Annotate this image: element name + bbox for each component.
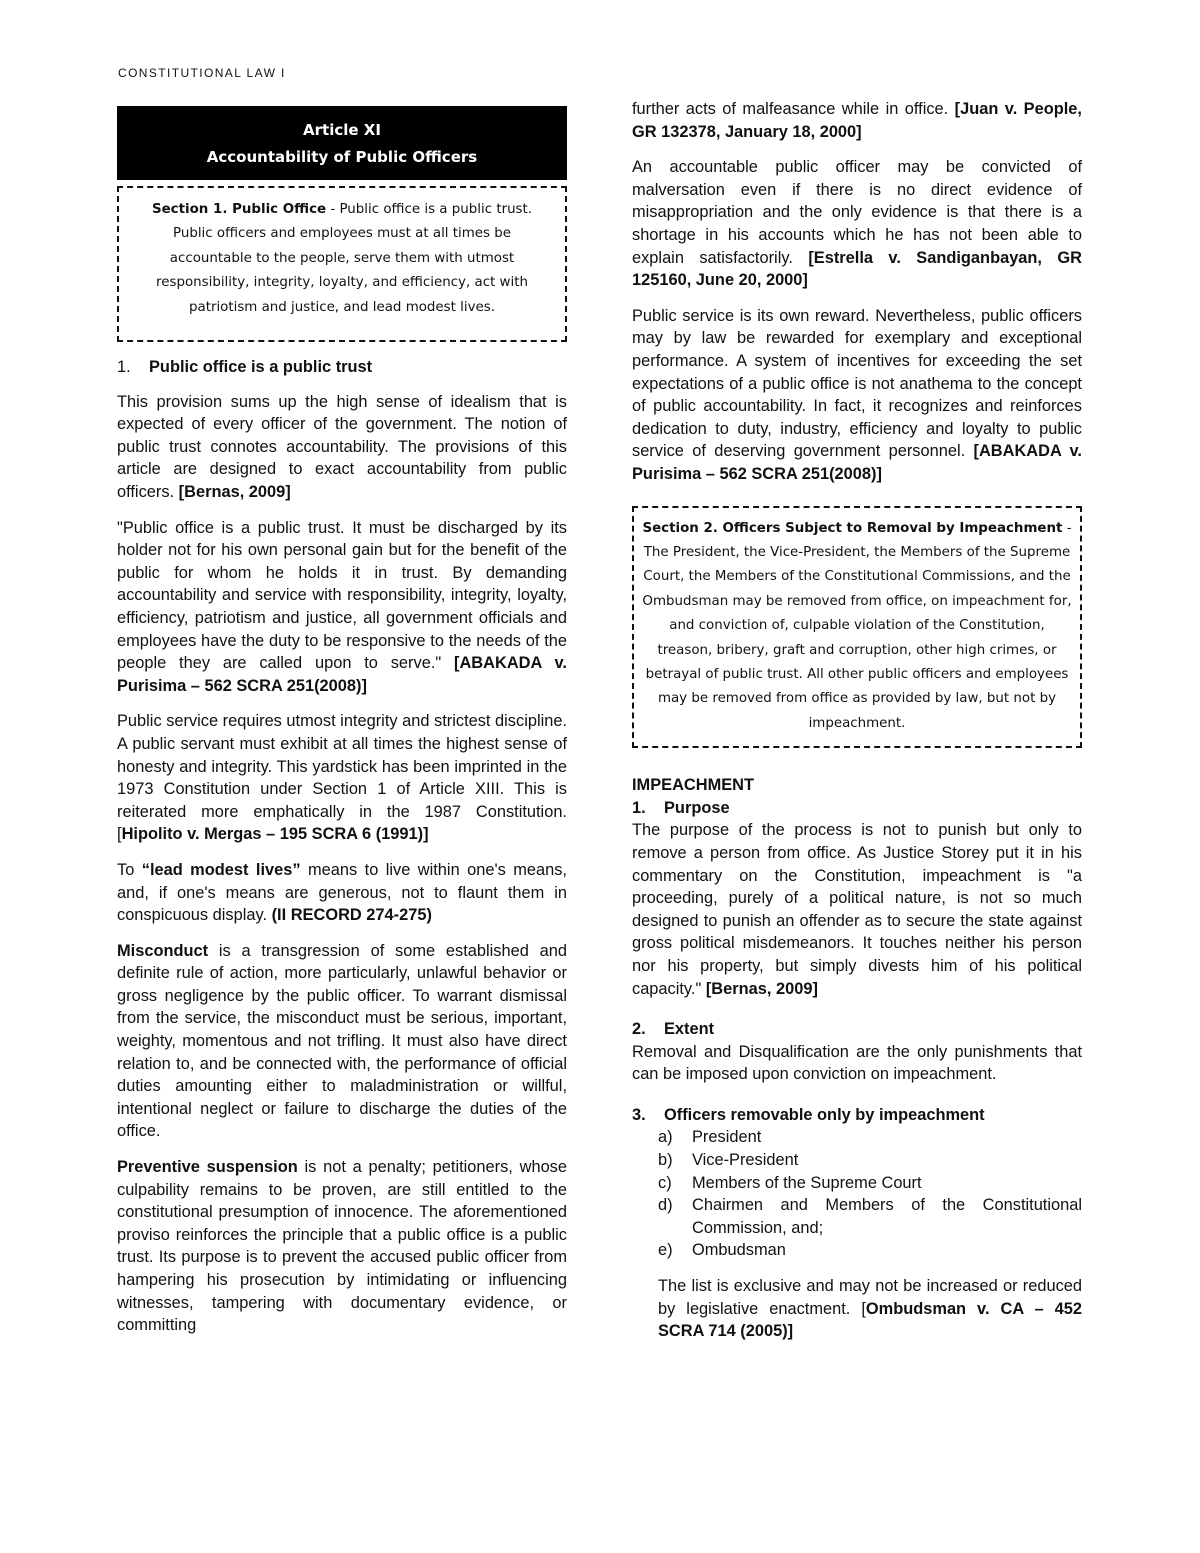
heading-text: Officers removable only by impeachment [664,1105,985,1124]
paragraph-text: means to live within one's means, and, if one's means are generous, not to flaunt them in conspicuous display. [117,860,567,925]
paragraph-text: The list is exclusive and may not be increased or reduced by legislative enactment. [ [658,1277,1082,1318]
citation: Ombudsman v. CA – 452 SCRA 714 (2005)] [658,1299,1082,1341]
officers-heading [632,1104,1082,1127]
defined-term: Misconduct [117,941,209,960]
list-letter: c) [658,1173,672,1192]
paragraph-text: Public service is its own reward. Nevertheless, public officers may by law be rewarded for exemplary and exceptional performance. A system of incentives for exceeding the set expectations of a public office is not anathema to the concept of public accountability. In fact, it recognizes and reinforces dedication to duty, industry, efficiency and loyalty to public service of deserving government personnel. [632,306,1082,461]
list-letter: a) [658,1128,673,1147]
heading-number: 1. [117,358,131,377]
heading-number: 1. [632,798,646,817]
heading-number: 2. [632,1020,646,1039]
defined-term: “lead modest lives” [141,860,301,879]
paragraph-text: To [117,860,142,879]
section-2-box [632,506,1082,749]
officers-note [658,1275,1082,1343]
article-title-box [117,106,567,180]
list-item-text: Ombudsman [692,1241,786,1260]
list-item-text: Vice-President [692,1151,799,1170]
paragraph-public-trust-quote [117,517,567,698]
paragraph-text: is a transgression of some established and definite rule of action, more particularly, unlawful behavior or gross negligence by the public officer. To warrant dismissal from the service, the misconduct must be serious, important, weighty, momentous and not trifling. It must also have direct relation to, and be connected with, the performance of official duties amounting either to maladministration or willful, intentional neglect or failure to discharge the duties of the office. [117,941,567,1141]
paragraph-modest-lives [117,859,567,927]
list-item-text: Chairmen and Members of the Constitutional Commission, and; [692,1196,1082,1237]
paragraph-text: "Public office is a public trust. It must be discharged by its holder not for his own personal gain but for the benefit of the public for whom he holds it in trust. By demanding accountability and service with responsibility, integrity, loyalty, efficiency, patriotism and justice, all government officials and employees have the duty to be responsive to the needs of the people they are called upon to serve." [117,518,567,673]
citation: [Bernas, 2009] [705,979,818,998]
paragraph-text: An accountable public officer may be convicted of malversation even if there is no direct evidence of misappropriation and the only evidence is that there is a shortage in his accounts which he has not been able to explain satisfactorily. [632,158,1082,267]
heading-text: Public office is a public trust [149,358,373,377]
citation: [ABAKADA v. Purisima – 562 SCRA 251(2008)] [632,442,1082,483]
paragraph-misconduct [117,940,567,1143]
list-item [632,1126,1082,1149]
article-subtitle: Accountability of Public Officers [206,148,478,166]
paragraph-text: Public service requires utmost integrity and strictest discipline. A public servant must exhibit at all times the highest sense of honesty and integrity. This yardstick has been imprinted in the 1973 Constitution under Section 1 of Article XIII. This is reiterated more emphatically in the 1987 Constitution. [ [117,712,568,844]
citation: [Bernas, 2009] [178,483,291,501]
purpose-paragraph [632,819,1082,1000]
article-title: Article XI [303,121,381,139]
list-item-text: Members of the Supreme Court [692,1173,922,1192]
paragraph-text: The purpose of the process is not to punish but only to remove a person from office. As Justice Storey put it in his commentary on the Constitution, impeachment is "a proceeding, purely of a political nature, is not so much designed to punish an offender as to secure the state against gross political misdemeanors. It touches neither his person nor his property, but simply divests him of his political capacity." [632,821,1082,998]
list-item [632,1194,1082,1239]
citation: Hipolito v. Mergas – 195 SCRA 6 (1991)] [121,825,429,844]
heading-public-trust [117,356,567,379]
list-letter: d) [658,1196,673,1215]
list-item-text: President [692,1128,762,1147]
section-1-text: - Public office is a public trust. Public officers and employees must at all times be accountable to the people, serve them with utmost responsibility, integrity, loyalty, and efficiency, act with patriotism and justice, and lead modest lives. [156,202,533,315]
citation: [Juan v. People, GR 132378, January 18, 2000] [632,100,1082,141]
heading-text: Extent [664,1020,715,1039]
heading-text: Purpose [664,798,730,817]
extent-paragraph: Removal and Disqualification are the only punishments that can be imposed upon conviction on impeachment. [632,1042,1082,1084]
citation: [ABAKADA v. Purisima – 562 SCRA 251(2008)] [117,654,567,695]
list-item [632,1239,1082,1262]
section-2-label: Section 2. Officers Subject to Removal by Impeachment [642,520,1063,536]
paragraph-text: further acts of malfeasance while in office. [632,100,955,118]
running-header: CONSTITUTIONAL LAW I [118,66,286,80]
paragraph-malversation [632,156,1082,292]
right-column [632,98,1082,1356]
paragraph-malfeasance [632,98,1082,143]
impeachment-heading: IMPEACHMENT [632,776,755,795]
paragraph-preventive-suspension [117,1156,567,1337]
list-item [632,1172,1082,1195]
section-1-box [117,186,567,342]
section-2-text: - The President, the Vice-President, the Members of the Supreme Court, the Members of the Constitutional Commissions, and the Ombudsman may be removed from office, on impeachment for, and conviction of, culpable violation of the Constitution, treason, bribery, graft and corruption, other high crimes, or betrayal of public trust. All other public officers and employees may be removed from office as provided by law, but not by impeachment. [642,520,1072,731]
citation: [Estrella v. Sandiganbayan, GR 125160, June 20, 2000] [632,248,1083,290]
extent-heading [632,1018,1082,1041]
paragraph-text: is not a penalty; petitioners, whose culpability remains to be proven, are still entitled to the constitutional presumption of innocence. The aforementioned proviso reinforces the principle that a public office is a public trust. Its purpose is to prevent the accused public officer from hampering his prosecution by intimidating or influencing witnesses, tampering with documentary evidence, or committing [117,1158,567,1335]
purpose-heading [632,797,1082,820]
paragraph-text: This provision sums up the high sense of idealism that is expected of every officer of the government. The notion of public trust connotes accountability. The provisions of this article are designed to exact accountability from public officers. [117,392,567,501]
list-item [632,1149,1082,1172]
citation: (II RECORD 274-275) [271,906,432,925]
paragraph-idealism [117,391,567,504]
officers-list [632,1126,1082,1262]
paragraph-public-service-reward [632,305,1082,486]
paragraph-integrity [117,710,567,846]
list-letter: b) [658,1151,673,1170]
left-column [117,106,567,1337]
section-1-label: Section 1. Public Office [151,202,327,217]
list-letter: e) [658,1241,673,1260]
defined-term: Preventive suspension [117,1158,298,1177]
heading-number: 3. [632,1105,646,1124]
